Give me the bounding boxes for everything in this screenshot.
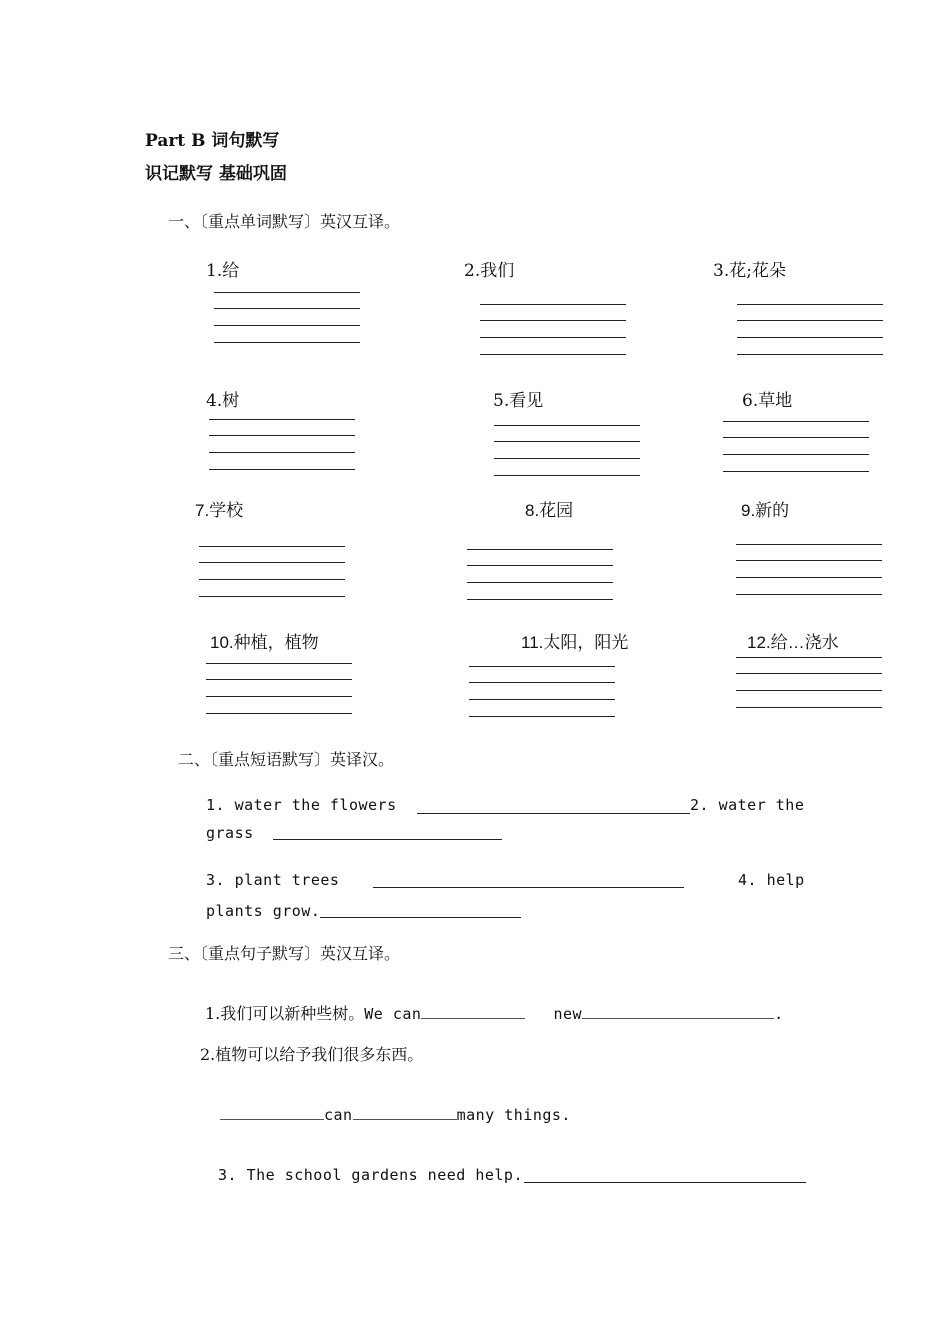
- word-item-6: 6.草地: [742, 391, 793, 411]
- phrase-2-answer-blank[interactable]: [273, 839, 502, 840]
- phrase-1: 1. water the flowers: [206, 796, 397, 814]
- sentence-2-blank-2[interactable]: [353, 1105, 457, 1120]
- sentence-1-blank-1[interactable]: [421, 1004, 525, 1019]
- section2-heading: 二、〔重点短语默写〕英译汉。: [178, 750, 395, 769]
- sentence-3: 3. The school gardens need help.: [218, 1166, 523, 1184]
- answer-lines-5[interactable]: [494, 425, 640, 479]
- phrase-1-answer-blank[interactable]: [417, 813, 690, 814]
- sentence-1-blank-2[interactable]: [582, 1004, 774, 1019]
- answer-lines-2[interactable]: [480, 304, 626, 358]
- phrase-4-part-b: plants grow.: [206, 902, 321, 920]
- word-item-4: 4.树: [206, 391, 240, 411]
- sentence-1-we-can: We can: [364, 1005, 422, 1023]
- phrase-3: 3. plant trees: [206, 871, 340, 889]
- phrase-3-answer-blank[interactable]: [373, 887, 684, 888]
- word-item-2: 2.我们: [464, 261, 515, 281]
- section1-heading: 一、〔重点单词默写〕英汉互译。: [168, 212, 401, 231]
- word-item-12: 12.给…浇水: [747, 633, 839, 652]
- answer-lines-8[interactable]: [467, 549, 613, 603]
- answer-lines-7[interactable]: [199, 546, 345, 600]
- answer-lines-3[interactable]: [737, 304, 883, 358]
- word-item-10: 10.种植，植物: [210, 633, 319, 652]
- sentence-1-period: .: [774, 1005, 784, 1023]
- sentence-2-many-things: many things.: [456, 1106, 571, 1124]
- sentence-3-answer-blank[interactable]: [524, 1182, 806, 1183]
- sentence-2-blank-1[interactable]: [220, 1105, 324, 1120]
- sentence-1: [205, 1001, 784, 1024]
- word-item-1: 1.给: [206, 261, 240, 281]
- phrase-2-part-b: grass: [206, 824, 254, 842]
- phrase-2-part-a: 2. water the: [690, 796, 805, 814]
- phrase-4-part-a: 4. help: [738, 871, 805, 889]
- phrase-4-answer-blank[interactable]: [320, 917, 521, 918]
- word-item-9: 9.新的: [741, 501, 790, 520]
- word-item-3: 3.花;花朵: [713, 261, 786, 281]
- sentence-1-chinese: 1.我们可以新种些树。: [205, 1004, 365, 1023]
- part-title: Part B 词句默写: [145, 131, 280, 151]
- sentence-2-can: can: [324, 1106, 353, 1124]
- sentence-2-english: [220, 1105, 571, 1124]
- answer-lines-10[interactable]: [206, 663, 352, 717]
- subtitle: 识记默写 基础巩固: [145, 164, 287, 184]
- word-item-7: 7.学校: [195, 501, 244, 520]
- answer-lines-12[interactable]: [736, 657, 882, 711]
- answer-lines-4[interactable]: [209, 419, 355, 473]
- word-item-5: 5.看见: [493, 391, 544, 411]
- answer-lines-1[interactable]: [214, 292, 360, 346]
- answer-lines-9[interactable]: [736, 544, 882, 598]
- answer-lines-6[interactable]: [723, 421, 869, 475]
- section3-heading: 三、〔重点句子默写〕英汉互译。: [168, 944, 401, 963]
- answer-lines-11[interactable]: [469, 666, 615, 720]
- sentence-1-new: new: [553, 1005, 583, 1023]
- sentence-2-chinese: 2.植物可以给予我们很多东西。: [200, 1045, 424, 1064]
- word-item-11: 11.太阳，阳光: [521, 633, 629, 652]
- word-item-8: 8.花园: [525, 501, 574, 520]
